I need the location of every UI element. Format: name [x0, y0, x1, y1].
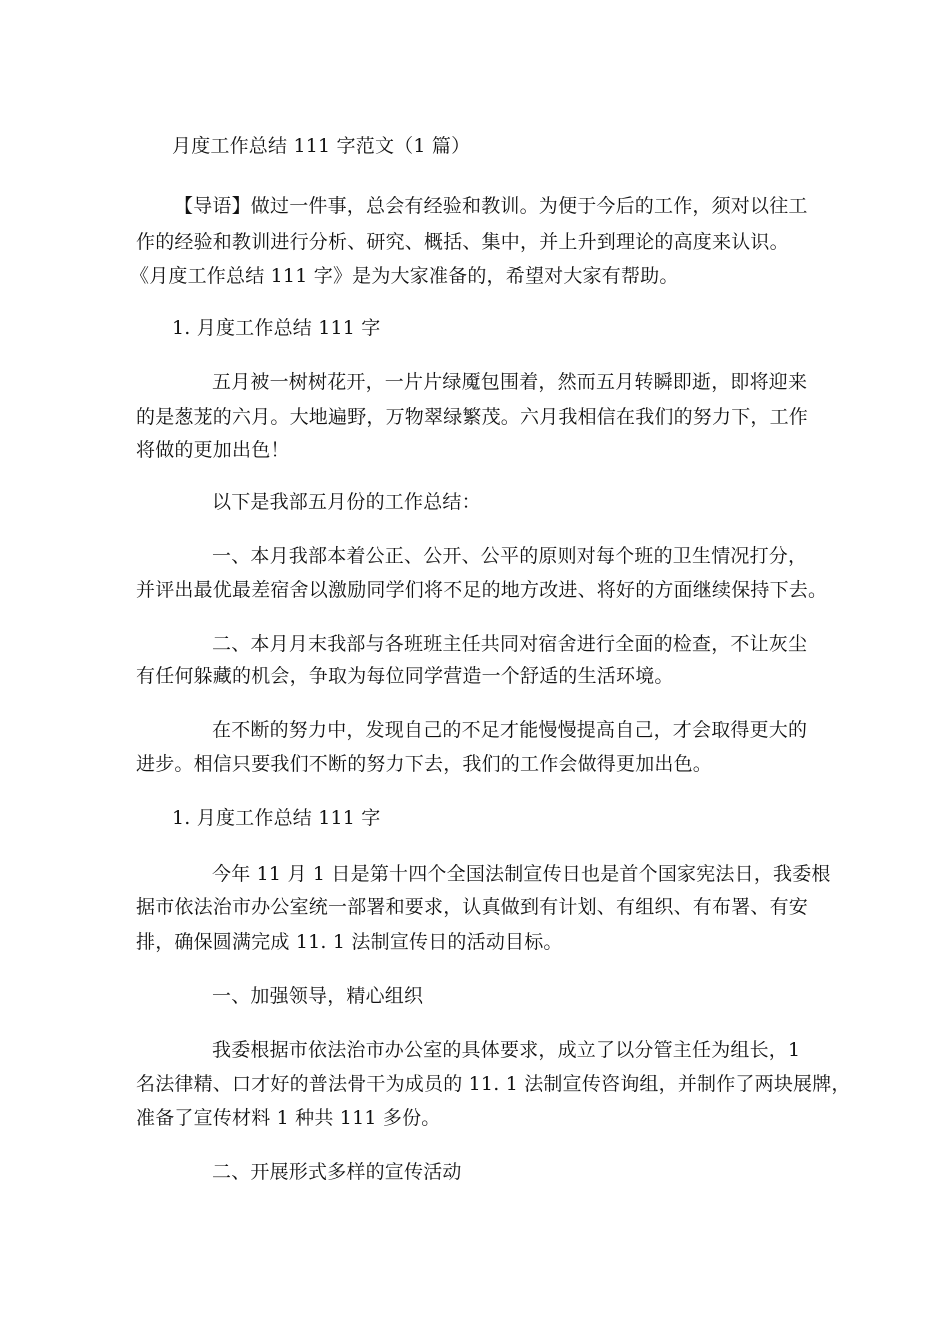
s2-subheading-1: 一、加强领导，精心组织: [212, 985, 424, 1007]
s1-p5-line-1: 在不断的努力中，发现自己的不足才能慢慢提高自己，才会取得更大的: [212, 719, 808, 741]
s2-p1-line-3: 排，确保圆满完成 11. 1 法制宣传日的活动目标。: [136, 931, 563, 953]
intro-line-3: 《月度工作总结 111 字》是为大家准备的，希望对大家有帮助。: [130, 265, 679, 287]
s1-p4-line-1: 二、本月月末我部与各班班主任共同对宿舍进行全面的检查，不让灰尘: [212, 633, 808, 655]
s2-p2-line-1: 我委根据市依法治市办公室的具体要求，成立了以分管主任为组长，1: [212, 1039, 801, 1061]
s1-p1-line-2: 的是葱茏的六月。大地遍野，万物翠绿繁茂。六月我相信在我们的努力下，工作: [136, 406, 809, 428]
s1-p3-line-2: 并评出最优最差宿舍以激励同学们将不足的地方改进、将好的方面继续保持下去。: [136, 579, 828, 601]
s2-p2-line-2: 名法律精、口才好的普法骨干为成员的 11. 1 法制宣传咨询组，并制作了两块展牌，: [136, 1073, 851, 1095]
s2-p2-line-3: 准备了宣传材料 1 种共 111 多份。: [136, 1107, 441, 1129]
s2-p1-line-2: 据市依法治市办公室统一部署和要求，认真做到有计划、有组织、有布署、有安: [136, 896, 809, 918]
s1-p1-line-3: 将做的更加出色！: [136, 439, 290, 461]
s1-p3-line-1: 一、本月我部本着公正、公开、公平的原则对每个班的卫生情况打分，: [212, 545, 808, 567]
s2-p1-line-1: 今年 11 月 1 日是第十四个全国法制宣传日也是首个国家宪法日，我委根: [212, 863, 831, 885]
section1-heading: 1. 月度工作总结 111 字: [172, 317, 381, 339]
section2-heading: 1. 月度工作总结 111 字: [172, 807, 381, 829]
intro-line-1: 【导语】做过一件事，总会有经验和教训。为便于今后的工作，须对以往工: [174, 195, 808, 217]
s1-p1-line-1: 五月被一树树花开，一片片绿魇包围着，然而五月转瞬即逝，即将迎来: [212, 371, 808, 393]
document-title: 月度工作总结 111 字范文（1 篇）: [172, 135, 471, 157]
s1-p2: 以下是我部五月份的工作总结：: [212, 491, 481, 513]
intro-line-2: 作的经验和教训进行分析、研究、概括、集中，并上升到理论的高度来认识。: [136, 231, 789, 253]
s1-p5-line-2: 进步。相信只要我们不断的努力下去，我们的工作会做得更加出色。: [136, 753, 713, 775]
s1-p4-line-2: 有任何躲藏的机会，争取为每位同学营造一个舒适的生活环境。: [136, 665, 674, 687]
s2-subheading-2: 二、开展形式多样的宣传活动: [212, 1161, 462, 1183]
